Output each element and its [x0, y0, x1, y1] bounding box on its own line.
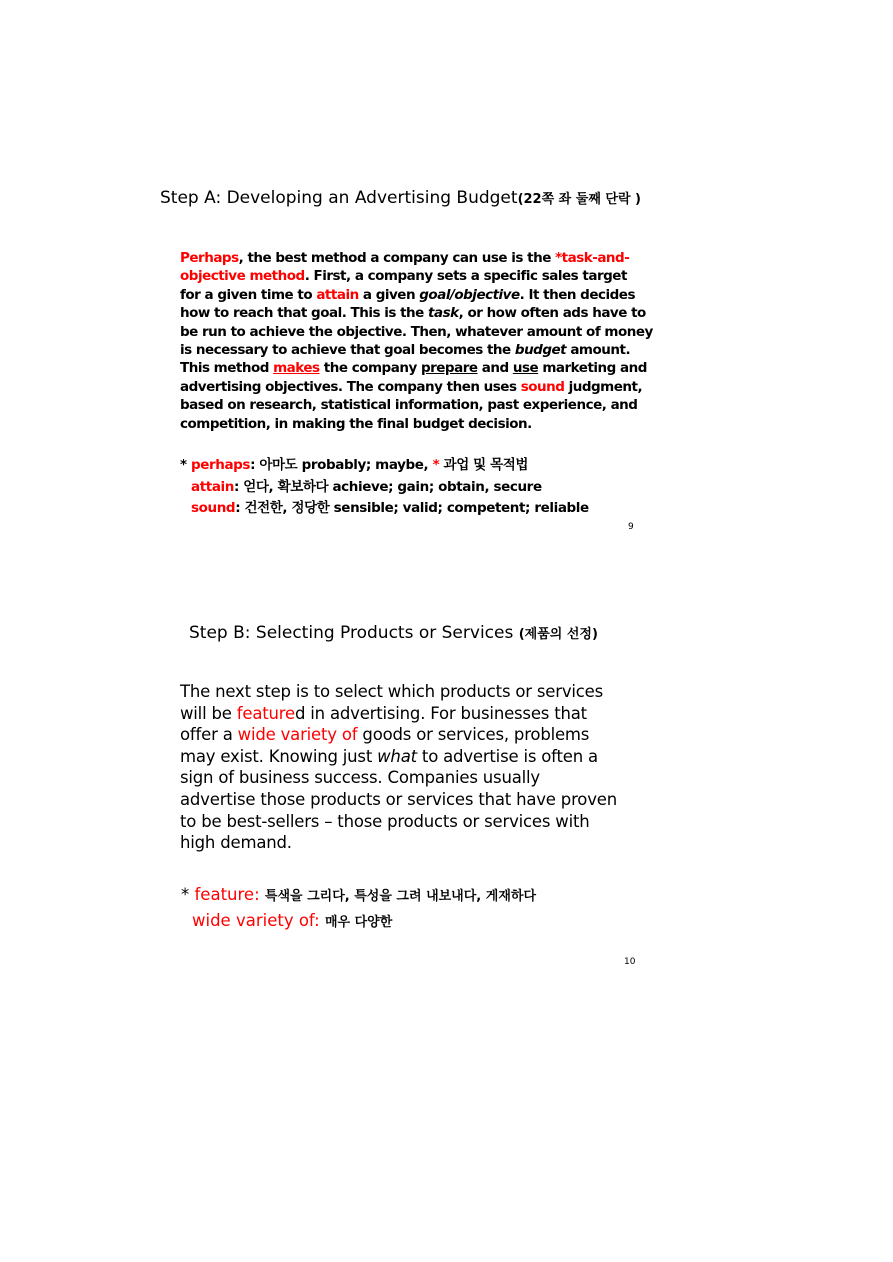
text-span: will be [180, 703, 237, 723]
bullet-star: * [181, 885, 195, 904]
step-b-title-korean: (제품의 선정) [518, 627, 598, 642]
text-span: d in advertising. For businesses that [294, 703, 587, 723]
highlight-sound: sound [520, 378, 565, 395]
text-span: may exist. Knowing just [180, 746, 378, 766]
step-a-line-10: competition, in making the final budget decision. [180, 415, 532, 432]
text-span: is necessary to achieve that goal becomes the [180, 342, 515, 359]
highlight-attain: attain [316, 286, 359, 303]
italic-task: task [428, 305, 459, 322]
step-b-line-7: to be best-sellers – those products or services with [180, 811, 590, 831]
text-span: advertising objectives. The company then uses [180, 378, 521, 395]
step-a-line-8 [180, 378, 650, 396]
vocab-item-feature [181, 883, 536, 909]
step-b-line-6: advertise those products or services that have proven [180, 789, 617, 809]
step-a-title-korean: (22쪽 좌 둘째 단락 ) [517, 192, 641, 207]
vocab-definition: : 얻다, 확보하다 achieve; gain; obtain, secure [233, 478, 542, 495]
text-span: and [477, 360, 513, 377]
text-span: how to reach that goal. This is the [180, 305, 429, 322]
step-b-vocabulary [181, 883, 536, 935]
text-span: for a given time to [180, 286, 317, 303]
vocab-item-attain [180, 477, 589, 499]
step-b-line-4 [180, 746, 650, 768]
step-b-line-8: high demand. [180, 833, 292, 853]
highlight-objective-method: objective method [180, 268, 305, 285]
step-a-line-3 [180, 286, 650, 304]
page-number: 10 [624, 957, 636, 967]
step-b-line-1: The next step is to select which products or services [180, 682, 604, 701]
vocab-korean: 매우 다양한 [324, 915, 393, 930]
step-a-line-1 [180, 249, 650, 267]
step-b-paragraph [180, 681, 650, 854]
italic-goal-objective: goal/objective [419, 286, 520, 303]
text-span: . It then decides [519, 286, 635, 303]
vocab-word: perhaps [190, 457, 251, 473]
text-span: judgment, [564, 378, 643, 395]
underline-use: use [512, 360, 539, 377]
vocab-definition: : 아마도 probably; maybe, [250, 457, 433, 473]
underline-prepare: prepare [420, 360, 478, 377]
vocab-item-wide-variety [181, 909, 536, 935]
vocab-colon: : [254, 885, 265, 904]
vocab-item-sound [180, 498, 589, 520]
text-span: . First, a company sets a specific sales target [304, 268, 627, 285]
vocab-korean: 특색을 그리다, 특성을 그려 내보내다, 게재하다 [264, 889, 536, 904]
step-b-line-2 [180, 703, 650, 725]
step-b-line-3 [180, 724, 650, 746]
step-b-heading [189, 623, 598, 643]
text-span: marketing and [538, 360, 647, 377]
text-span: a given [358, 286, 420, 303]
step-a-title-text: Step A: Developing an Advertising Budget [160, 188, 518, 208]
text-span: amount. [566, 342, 631, 359]
vocab-word: wide variety of [192, 911, 315, 930]
text-span: , or how often ads have to [458, 305, 646, 322]
step-a-paragraph [180, 249, 653, 433]
highlight-wide-variety: wide variety of [237, 725, 358, 745]
text-span: the company [319, 360, 421, 377]
step-b-title-text: Step B: Selecting Products or Services [189, 623, 519, 643]
step-a-line-6 [180, 341, 650, 359]
text-span: , the best method a company can use is the [238, 250, 556, 266]
highlight-perhaps: Perhaps [180, 250, 239, 266]
step-a-line-4 [180, 304, 650, 322]
text-span: goods or services, problems [357, 725, 590, 745]
vocab-definition: : 건전한, 정당한 sensible; valid; competent; reliable [235, 500, 589, 516]
step-a-line-5: be run to achieve the objective. Then, whatever amount of money [180, 323, 653, 340]
bullet-star: * [180, 457, 191, 473]
text-span: This method [180, 360, 274, 377]
bullet-star: * [432, 457, 440, 473]
italic-what: what [377, 746, 417, 766]
italic-budget: budget [514, 342, 567, 359]
vocab-korean: 과업 및 목적법 [439, 457, 528, 473]
vocab-colon: : [314, 911, 325, 930]
vocab-word: attain [191, 478, 234, 495]
step-a-line-9: based on research, statistical information, past experience, and [180, 397, 638, 414]
vocab-item-perhaps [180, 455, 589, 477]
text-span: offer a [180, 725, 238, 745]
step-a-vocabulary [180, 455, 589, 520]
highlight-task-and: *task-and- [555, 250, 630, 266]
step-a-heading [160, 188, 641, 208]
vocab-word: sound [191, 500, 236, 516]
vocab-word: feature [194, 885, 255, 904]
highlight-feature: feature [236, 703, 295, 723]
step-b-line-5: sign of business success. Companies usually [180, 768, 540, 788]
step-a-line-2 [180, 267, 650, 285]
step-a-line-7 [180, 359, 650, 377]
highlight-makes: makes [273, 360, 320, 377]
text-span: to advertise is often a [416, 746, 598, 766]
page-number: 9 [628, 522, 634, 532]
